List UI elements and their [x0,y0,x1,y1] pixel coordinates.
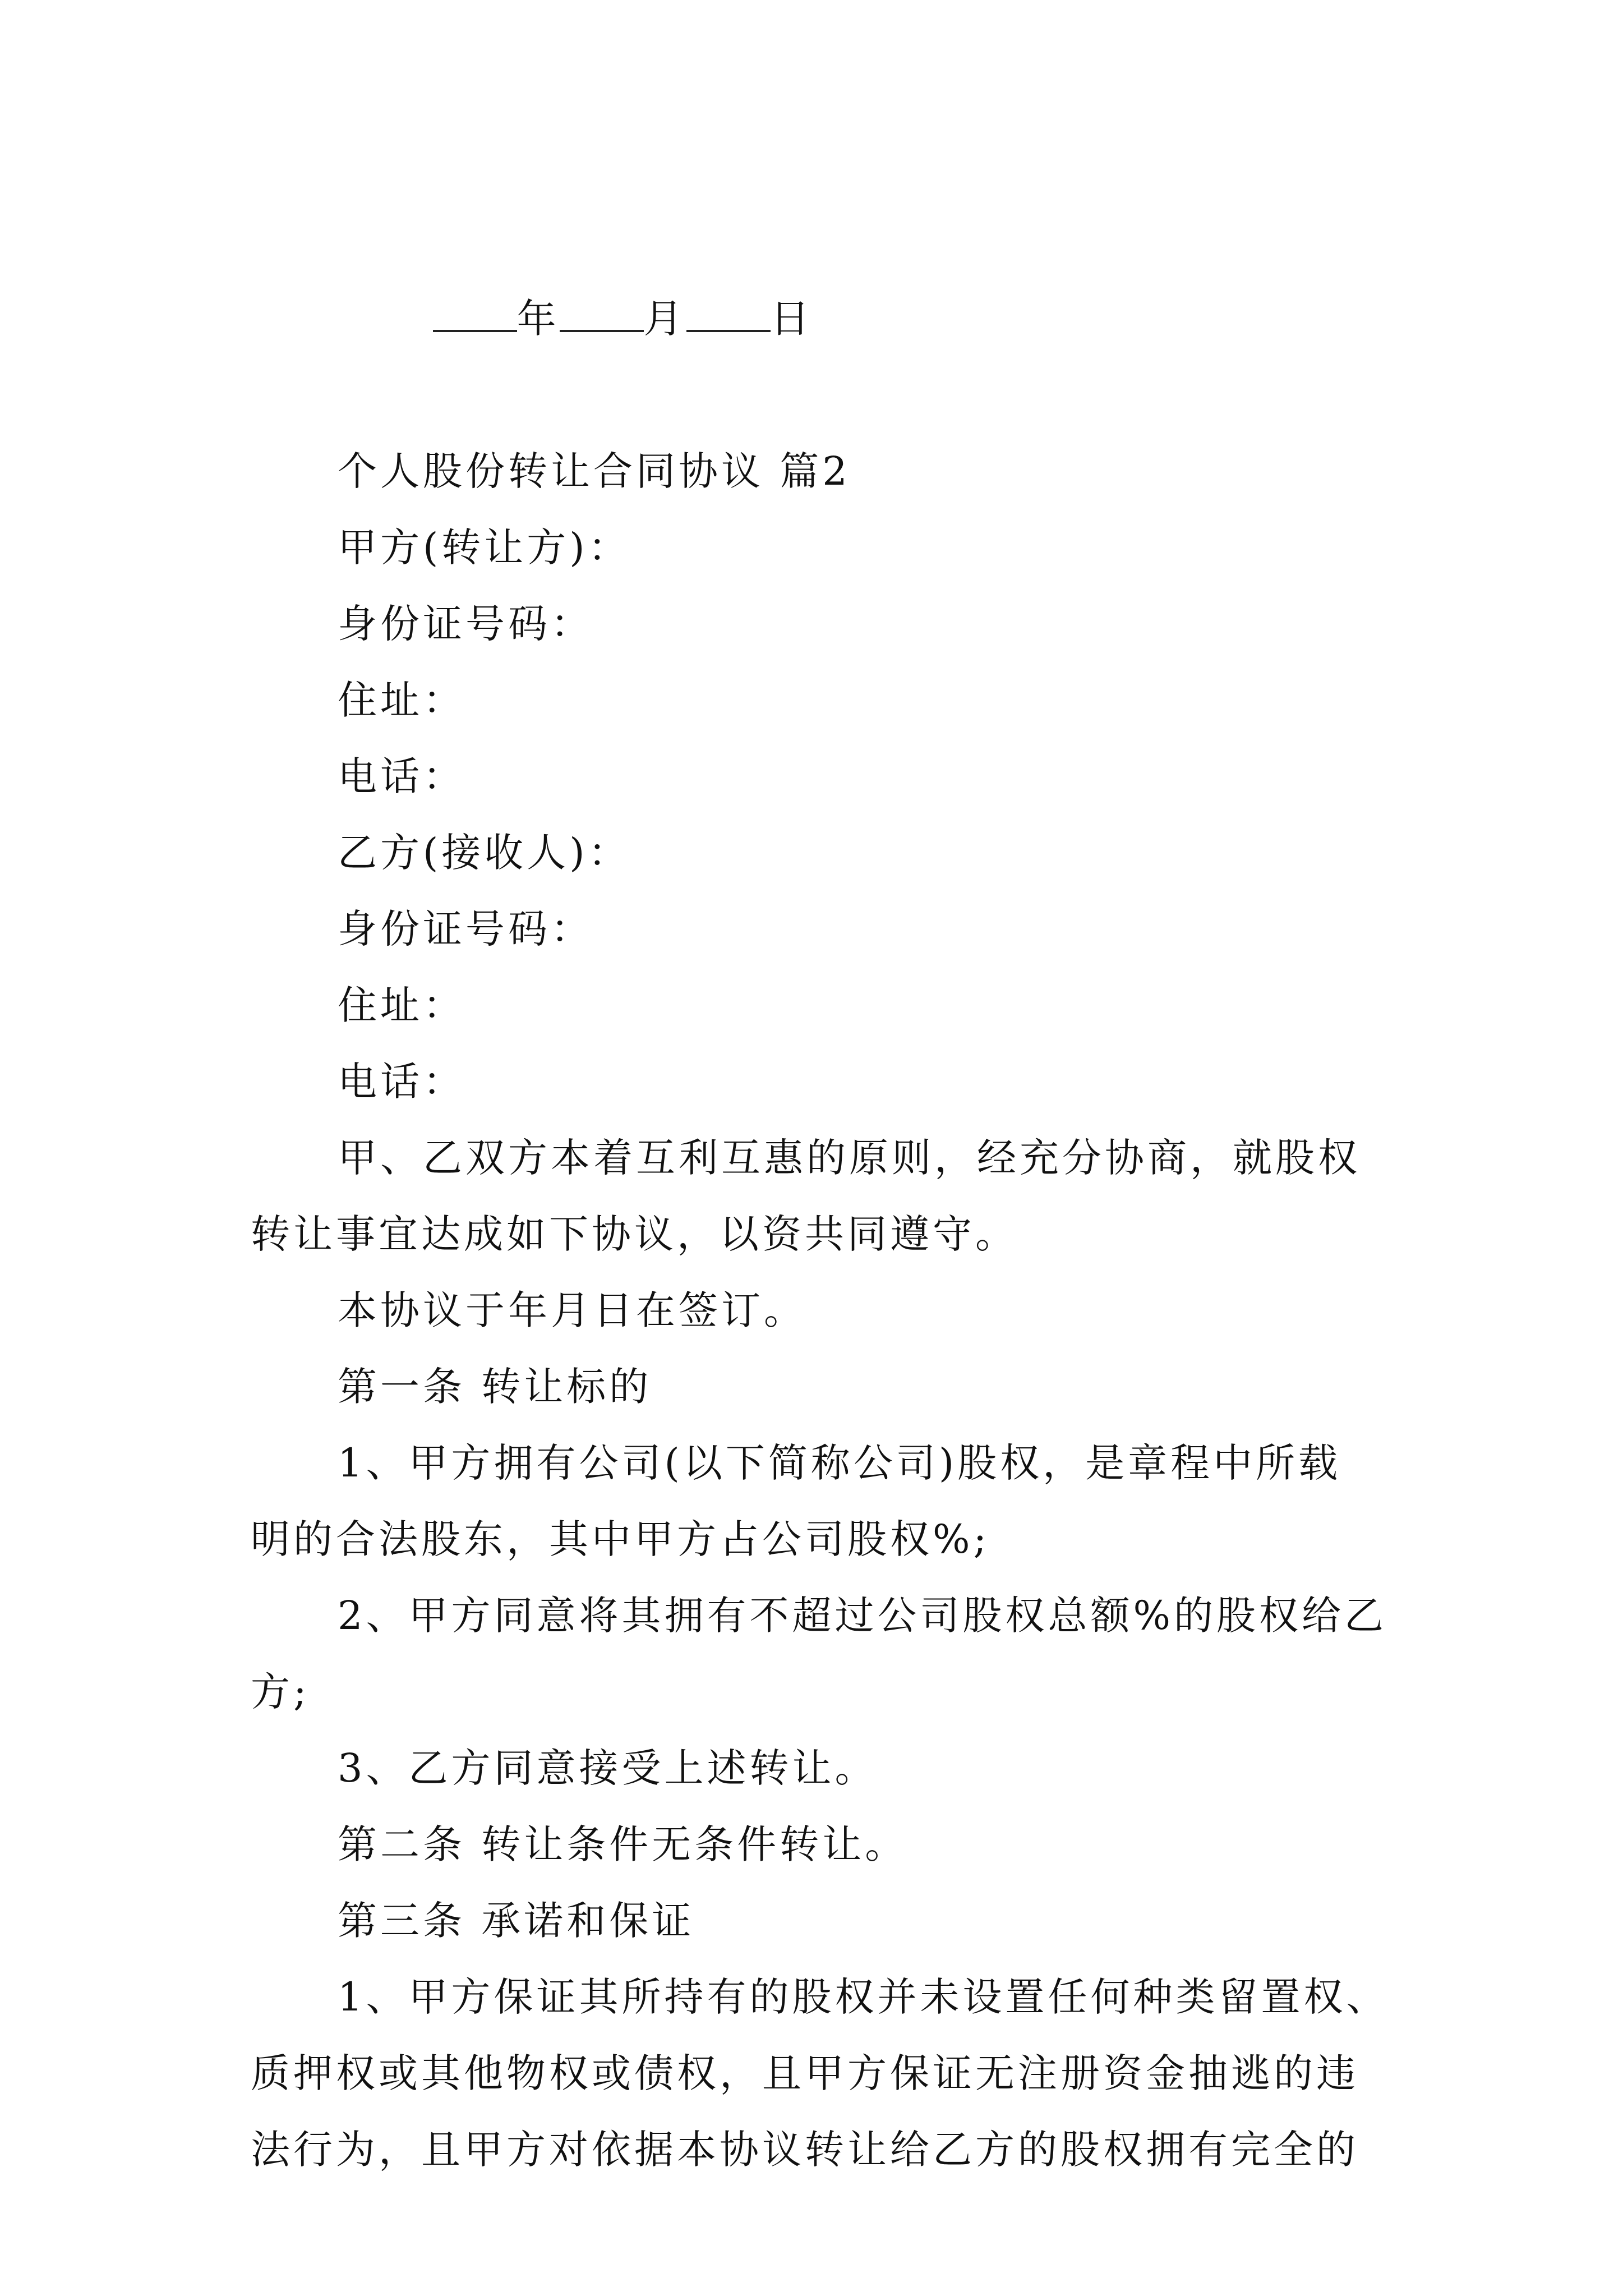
paragraph-line: 质押权或其他物权或债权，且甲方保证无注册资金抽逃的违 [251,2050,1359,2096]
article-1-clause-2 [251,1577,1395,1730]
day-blank [686,286,771,332]
document-title: 个人股份转让合同协议 篇2 [338,448,851,494]
month-blank [560,286,644,332]
paragraph-line: 甲、乙双方本着互利互惠的原则，经充分协商，就股权 [338,1135,1361,1181]
signing-paragraph: 本协议于年月日在签订。 [338,1287,806,1333]
paragraph-line: 2、甲方同意将其拥有不超过公司股权总额%的股权给乙 [338,1593,1387,1639]
paragraph-line: 明的合法股东，其中甲方占公司股权%; [251,1516,990,1562]
year-blank [433,286,517,332]
paragraph-line: 法行为，且甲方对依据本协议转让给乙方的股权拥有完全的 [251,2127,1359,2173]
party-b-phone-label: 电话： [338,1059,465,1105]
paragraph-line: 方; [251,1669,310,1715]
month-label: 月 [643,296,686,342]
party-b-id-label: 身份证号码： [338,906,593,952]
article-1-heading: 第一条 转让标的 [338,1364,652,1410]
year-label: 年 [517,296,560,342]
party-a-label: 甲方(转让方)： [338,524,631,570]
paragraph-line: 转让事宜达成如下协议，以资共同遵守。 [251,1211,1018,1257]
article-3-clause-1 [251,1959,1395,2188]
preamble-paragraph [251,1120,1395,1272]
party-a-phone-label: 电话： [338,753,465,799]
party-a-address-label: 住址： [338,677,465,723]
document-body [251,204,1395,2188]
article-1-clause-1 [251,1425,1395,1577]
day-label: 日 [770,296,813,342]
party-a-id-label: 身份证号码： [338,601,593,647]
article-1-clause-3: 3、乙方同意接受上述转让。 [338,1745,878,1791]
party-b-label: 乙方(接收人)： [338,830,631,876]
paragraph-line: 1、甲方拥有公司(以下简称公司)股权，是章程中所载 [338,1440,1341,1486]
date-line [251,204,1395,433]
paragraph-line: 1、甲方保证其所持有的股权并未设置任何种类留置权、 [338,1974,1389,2020]
article-2-heading: 第二条 转让条件无条件转让。 [338,1821,908,1867]
article-3-heading: 第三条 承诺和保证 [338,1898,695,1944]
party-b-address-label: 住址： [338,982,465,1028]
